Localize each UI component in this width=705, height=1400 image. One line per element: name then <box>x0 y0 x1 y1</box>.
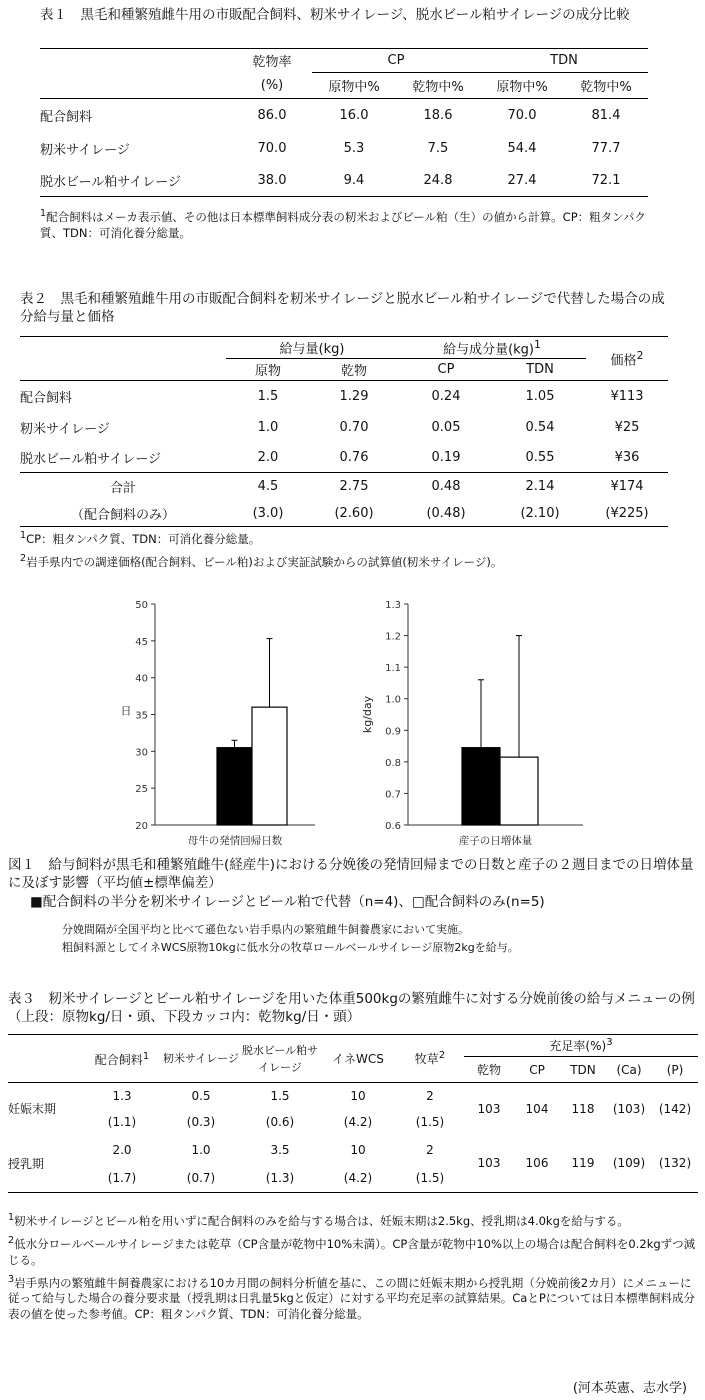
table3-row-name: 授乳期 <box>8 1156 45 1171</box>
table1-col-dry-rate: 乾物率 <box>252 55 292 71</box>
table-cell: 2 <box>426 1088 434 1103</box>
table-cell: 81.4 <box>591 108 621 124</box>
table1-note <box>40 206 652 241</box>
table1-sub-dry: 乾物中% <box>412 80 464 95</box>
table2-note1 <box>20 528 680 547</box>
table-cell: 0.19 <box>431 449 461 465</box>
table-cell: 0.70 <box>339 420 369 435</box>
bar-substitute <box>217 748 252 825</box>
table2-sub-raw: 原物 <box>254 364 281 379</box>
table-cell: 104 <box>525 1101 549 1116</box>
table-cell: (0.3) <box>186 1114 216 1129</box>
table-cell: 0.48 <box>431 479 461 495</box>
y-tick-label: 1.1 <box>385 663 401 675</box>
table-cell: (1.1) <box>107 1114 137 1129</box>
table-cell: (¥225) <box>605 505 649 521</box>
table-cell: (142) <box>658 1101 692 1116</box>
chart-estrus-days <box>100 590 350 850</box>
table-row <box>40 99 648 133</box>
table-cell: 7.5 <box>427 141 449 156</box>
table2-group-nutrient-label: 給与成分量(kg) <box>443 342 535 358</box>
table-cell: 77.7 <box>591 141 621 156</box>
table-cell: 70.0 <box>257 141 287 156</box>
table-cell: 0.54 <box>525 420 555 435</box>
table-cell: (1.7) <box>107 1171 137 1186</box>
table-cell: 1.0 <box>257 420 279 435</box>
table2-row-name: 配合飼料 <box>20 391 73 407</box>
table-row <box>40 133 648 165</box>
table3-note3 <box>8 1272 698 1323</box>
table1-row-name: 籾米サイレージ <box>40 143 130 158</box>
footnote-mark: 2 <box>8 1234 15 1246</box>
table1-group-cp: CP <box>312 49 480 73</box>
table-cell: 103 <box>477 1156 501 1171</box>
footnote-mark: 2 <box>636 348 644 362</box>
table-cell: (2.60) <box>334 505 374 521</box>
table-cell: 1.5 <box>270 1088 290 1103</box>
y-tick-label: 20 <box>135 821 148 832</box>
table3-col-beer: 脱水ビール粕サイレージ <box>241 1043 319 1074</box>
y-tick-label: 0.6 <box>385 821 401 832</box>
table3-sub-dm: 乾物 <box>476 1063 501 1077</box>
table-cell: 103 <box>477 1101 501 1116</box>
table-cell: 2.0 <box>257 449 279 465</box>
table-cell: (1.5) <box>415 1171 445 1186</box>
table3-row-name: 妊娠末期 <box>8 1102 57 1117</box>
table-cell: 106 <box>525 1156 549 1171</box>
table-cell: (4.2) <box>343 1171 373 1186</box>
table-cell: 5.3 <box>343 141 365 156</box>
bar-feed-only <box>500 757 538 825</box>
table3-col-grass <box>396 1035 464 1083</box>
y-tick-label: 35 <box>135 710 148 722</box>
table2-total-label: 合計 <box>109 481 136 497</box>
table-cell: 0.5 <box>191 1088 211 1103</box>
table-row <box>20 413 668 443</box>
y-tick-label: 1.0 <box>385 694 401 706</box>
figure1-legend: ■配合飼料の半分を籾米サイレージとビール粕で代替（n=4)、□配合飼料のみ(n=5) <box>30 894 545 910</box>
table1-group-tdn: TDN <box>480 49 648 73</box>
table1 <box>40 48 648 197</box>
table3-note1-text: 籾米サイレージとビール粕を用いずに配合飼料のみを給与する場合は、妊娠末期は2.5kg、授乳期は4.0kgを給与する。 <box>14 1213 629 1228</box>
table-cell: 1.05 <box>525 389 555 405</box>
table3-col-rice: 籾米サイレージ <box>162 1052 239 1065</box>
table-row <box>20 443 668 473</box>
table1-sub-dry: 乾物中% <box>580 80 632 95</box>
table-row <box>20 381 668 413</box>
table-cell: 0.76 <box>339 449 369 465</box>
y-tick-label: 40 <box>135 673 148 685</box>
table2-sub-tdn: TDN <box>526 362 554 377</box>
table1-sub-raw: 原物中% <box>328 80 380 95</box>
table-cell: 2 <box>426 1142 434 1157</box>
table2-sub-dry: 乾物 <box>340 364 367 379</box>
x-axis-label: 母牛の発情回帰日数 <box>187 835 283 847</box>
table-cell: (0.7) <box>186 1171 216 1186</box>
table3-caption: 表３ 籾米サイレージとビール粕サイレージを用いた体重500kgの繁殖雌牛に対する分娩前後の給与メニューの例（上段：原物kg/日・頭、下段カッコ内：乾物kg/日・頭） <box>8 991 695 1025</box>
figure1-note1: 分娩間隔が全国平均と比べて遜色ない岩手県内の繁殖雌牛飼養農家において実施。 <box>62 923 469 936</box>
figure1-note2: 粗飼料源としてイネWCS原物10kgに低水分の牧草ロールベールサイレージ原物2kgを給与。 <box>62 941 519 954</box>
table2-col-price-label: 価格 <box>610 353 637 369</box>
table3-sub-cp: CP <box>529 1062 545 1077</box>
x-axis-label: 産子の日増体量 <box>458 835 533 847</box>
table2-notes <box>20 528 680 570</box>
table-cell: 118 <box>571 1101 595 1116</box>
table-cell: 1.29 <box>339 389 369 405</box>
table-cell: 10 <box>350 1142 366 1157</box>
table-cell: (1.5) <box>415 1114 445 1129</box>
table-cell: 38.0 <box>257 172 287 188</box>
table-cell: 1.0 <box>191 1142 211 1157</box>
table-cell: ¥36 <box>614 449 640 465</box>
table3-note2-text: 低水分ロールベールサイレージまたは乾草（CP含量が乾物中10%未満）。CP含量が乾物中10%以上の場合は配合飼料を0.2kgずつ減じる。 <box>8 1236 696 1267</box>
table-cell: (3.0) <box>252 505 284 521</box>
y-axis-label: 日 <box>120 704 132 718</box>
table3-col-feed <box>82 1035 162 1083</box>
table-cell: 2.14 <box>525 479 555 495</box>
table2-sub-cp: CP <box>437 362 455 377</box>
footnote-mark: 3 <box>8 1273 15 1285</box>
table-cell: 27.4 <box>507 172 537 188</box>
table3-col-feed-label: 配合飼料 <box>94 1053 143 1067</box>
table2-note2-text: 岩手県内での調達価格(配合飼料、ビール粕)および実証試験からの試算値(籾米サイレージ)。 <box>26 554 503 569</box>
y-tick-label: 1.2 <box>385 631 401 643</box>
table-cell: 70.0 <box>507 108 537 124</box>
table3-col-wcs: イネWCS <box>332 1052 384 1066</box>
table2-col-price <box>586 337 668 381</box>
table-cell: 0.05 <box>431 420 461 435</box>
table-cell: 1.3 <box>112 1088 132 1103</box>
table2-caption: 表２ 黒毛和種繁殖雌牛用の市販配合飼料を籾米サイレージと脱水ビール粕サイレージで代替した場合の成分給与量と価格 <box>20 291 665 325</box>
table3-notes <box>8 1210 698 1322</box>
table3-sub-ca: (Ca) <box>616 1062 642 1077</box>
table1-sub-raw: 原物中% <box>496 80 548 95</box>
table-cell: 119 <box>571 1156 595 1171</box>
table-row-total <box>20 473 668 501</box>
footnote-mark: 1 <box>534 337 541 351</box>
table-cell: (2.10) <box>520 505 560 521</box>
table-cell: (4.2) <box>343 1114 373 1129</box>
table2-note2 <box>20 551 680 570</box>
table-cell: ¥174 <box>610 479 644 495</box>
table3-group-suff <box>464 1035 698 1057</box>
authors: (河本英憲、志水学) <box>572 1381 687 1396</box>
table-cell: (132) <box>658 1156 692 1171</box>
table1-note-text: 配合飼料はメーカ表示値、その他は日本標準飼料成分表の籾米およびビール粕（生）の値から計算。CP：粗タンパク質、TDN：可消化養分総量。 <box>40 209 646 240</box>
footnote-mark: 2 <box>438 1050 446 1061</box>
table-cell: 10 <box>350 1088 366 1103</box>
table-cell: 1.5 <box>257 389 279 405</box>
table-cell: 4.5 <box>257 479 279 495</box>
table3 <box>8 1034 698 1193</box>
footnote-mark: 1 <box>40 208 47 219</box>
table3-sub-tdn: TDN <box>570 1062 596 1077</box>
table-cell: (0.48) <box>426 505 466 521</box>
table-cell: 9.4 <box>343 172 365 188</box>
table-cell: (1.3) <box>265 1171 295 1186</box>
y-tick-label: 0.7 <box>385 789 401 801</box>
table2-row-name: 籾米サイレージ <box>20 422 110 437</box>
y-tick-label: 45 <box>135 636 148 648</box>
footnote-mark: 3 <box>606 1037 613 1048</box>
table3-group-suff-label: 充足率(%) <box>549 1039 607 1053</box>
table1-col-dry-rate-unit: (%) <box>260 77 284 93</box>
footnote-mark: 2 <box>20 552 27 564</box>
figure1-caption: 図１ 給与飼料が黒毛和種繁殖雌牛(経産牛)における分娩後の発情回帰までの日数と産子の２週目までの日増体量に及ぼす影響（平均値±標準偏差） <box>8 857 694 891</box>
table-row <box>40 165 648 197</box>
table-cell: ¥113 <box>610 389 644 405</box>
table-cell: (109) <box>612 1156 646 1171</box>
bar-feed-only <box>252 707 287 825</box>
table2-only-label: （配合飼料のみ） <box>70 507 175 523</box>
table-cell: 0.24 <box>431 389 461 405</box>
table3-note3-text: 岩手県内の繁殖雌牛飼養農家における10カ月間の飼料分析値を基に、この間に妊娠末期から授乳期（分娩前後2カ月）にメニューに従って給与した場合の養分要求量（授乳期は日乳量5kgと仮定）に対する平均充足率の試算結果。CaとPについては日本標準飼料成分表の値を使った参考値。CP：粗タンパク質、TDN：可消化養分総量。 <box>8 1275 696 1322</box>
y-tick-label: 0.8 <box>385 757 401 769</box>
table1-caption: 表１ 黒毛和種繁殖雌牛用の市販配合飼料、籾米サイレージ、脱水ビール粕サイレージの成分比較 <box>40 7 630 23</box>
table-cell: 3.5 <box>270 1142 290 1157</box>
table2-row-name: 脱水ビール粕サイレージ <box>20 451 162 467</box>
table2-group-nutrient <box>398 337 586 359</box>
table3-note2 <box>8 1233 698 1268</box>
table3-sub-p: (P) <box>666 1062 684 1077</box>
table2-note1-text: CP：粗タンパク質、TDN：可消化養分総量。 <box>26 531 261 546</box>
chart-daily-gain <box>355 590 605 850</box>
table-cell: 72.1 <box>591 172 621 188</box>
y-tick-label: 0.9 <box>385 726 401 738</box>
table-cell: (103) <box>612 1101 646 1116</box>
y-tick-label: 1.3 <box>385 600 401 611</box>
table2-group-feed: 給与量(kg) <box>226 337 398 359</box>
y-axis-label: kg/day <box>361 695 374 734</box>
y-tick-label: 50 <box>135 600 148 611</box>
table-cell: 18.6 <box>423 108 453 124</box>
table-row <box>8 1083 698 1109</box>
table2 <box>20 336 668 527</box>
table-cell: ¥25 <box>614 420 640 435</box>
table-cell: 24.8 <box>423 172 453 188</box>
y-tick-label: 25 <box>135 784 148 796</box>
table-cell: 16.0 <box>339 108 369 124</box>
table-cell: 2.75 <box>339 479 369 495</box>
footnote-mark: 1 <box>142 1051 150 1062</box>
bar-substitute <box>462 748 500 825</box>
table-row <box>8 1135 698 1165</box>
table-cell: (0.6) <box>265 1114 295 1129</box>
footnote-mark: 1 <box>8 1212 15 1223</box>
table-cell: 2.0 <box>112 1142 132 1157</box>
table-cell: 86.0 <box>257 108 287 124</box>
footnote-mark: 1 <box>20 530 27 541</box>
table3-note1 <box>8 1210 698 1229</box>
y-tick-label: 30 <box>135 747 148 759</box>
table-cell: 54.4 <box>507 141 537 156</box>
table-row-feed-only <box>20 501 668 527</box>
table1-row-name: 配合飼料 <box>40 110 93 126</box>
table-cell: 0.55 <box>525 449 555 465</box>
table1-row-name: 脱水ビール粕サイレージ <box>40 174 182 190</box>
table3-col-grass-label: 牧草 <box>414 1052 439 1066</box>
